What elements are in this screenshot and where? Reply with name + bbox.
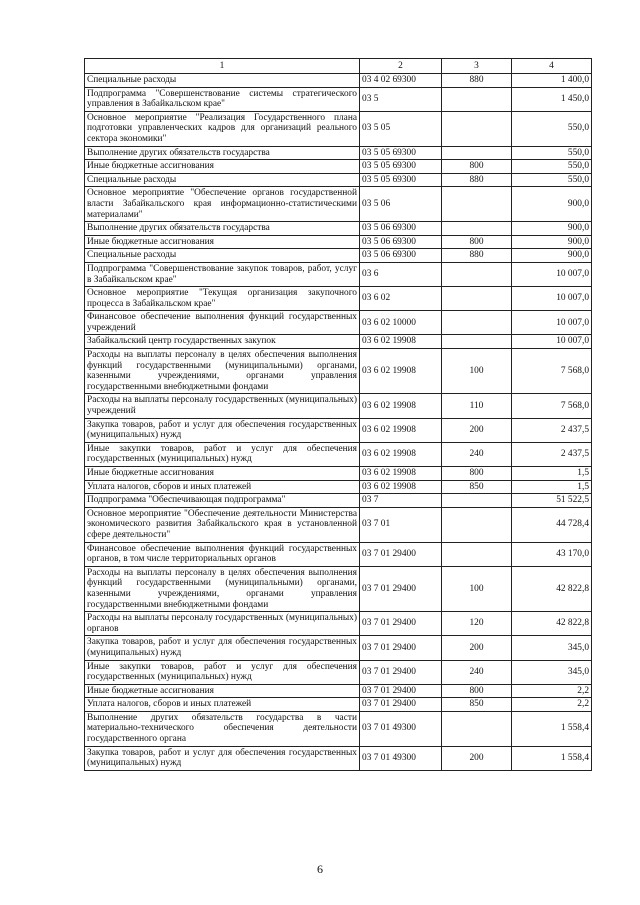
vr-cell: 100: [442, 566, 512, 611]
amount-cell: 10 007,0: [512, 311, 592, 335]
vr-cell: 880: [442, 74, 512, 88]
name-cell: Закупка товаров, работ и услуг для обеспечения государственных (муниципальных) нужд: [85, 746, 360, 770]
name-cell: Подпрограмма "Совершенствование закупок товаров, работ, услуг в Забайкальском крае": [85, 262, 360, 286]
vr-cell: 880: [442, 173, 512, 187]
name-cell: Выполнение других обязательств государства в части материально-технического обеспечения деятельности государственного органа: [85, 711, 360, 746]
header-cell-code: 2: [360, 59, 442, 74]
amount-cell: 10 007,0: [512, 262, 592, 286]
table-row: [85, 494, 592, 508]
code-cell: 03 7 01 49300: [360, 711, 442, 746]
table-row: [85, 173, 592, 187]
table-row: [85, 636, 592, 660]
vr-cell: 100: [442, 349, 512, 394]
table-row: [85, 187, 592, 222]
table-row: [85, 442, 592, 466]
vr-cell: 800: [442, 235, 512, 249]
header-cell-name: 1: [85, 59, 360, 74]
code-cell: 03 5 06: [360, 187, 442, 222]
table-row: [85, 542, 592, 566]
name-cell: Основное мероприятие "Текущая организация закупочного процесса в Забайкальском крае": [85, 287, 360, 311]
amount-cell: 43 170,0: [512, 542, 592, 566]
name-cell: Расходы на выплаты персоналу государственных (муниципальных) органов: [85, 612, 360, 636]
table-row: [85, 480, 592, 494]
amount-cell: 550,0: [512, 146, 592, 160]
table-row: [85, 746, 592, 770]
name-cell: Расходы на выплаты персоналу в целях обеспечения выполнения функций государственными (муниципальными) органами, казенными учреждениями, органами управления государственными внебюджетными фондами: [85, 349, 360, 394]
name-cell: Подпрограмма "Обеспечивающая подпрограмма": [85, 494, 360, 508]
vr-cell: 200: [442, 418, 512, 442]
document-page: [84, 58, 591, 771]
amount-cell: 1,5: [512, 467, 592, 481]
code-cell: 03 7: [360, 494, 442, 508]
vr-cell: [442, 222, 512, 236]
vr-cell: 800: [442, 467, 512, 481]
code-cell: 03 7 01 49300: [360, 746, 442, 770]
code-cell: 03 7 01 29400: [360, 636, 442, 660]
code-cell: 03 6 02 10000: [360, 311, 442, 335]
name-cell: Расходы на выплаты персоналу государственных (муниципальных) учреждений: [85, 394, 360, 418]
table-row: [85, 566, 592, 611]
vr-cell: [442, 507, 512, 542]
table-row: [85, 160, 592, 174]
amount-cell: 42 822,8: [512, 566, 592, 611]
vr-cell: 800: [442, 160, 512, 174]
name-cell: Основное мероприятие "Обеспечение деятельности Министерства экономического развития Забайкальского края в установленной сфере деятельности": [85, 507, 360, 542]
table-row: [85, 74, 592, 88]
name-cell: Иные бюджетные ассигнования: [85, 684, 360, 698]
code-cell: 03 6 02 19908: [360, 418, 442, 442]
amount-cell: 1 558,4: [512, 746, 592, 770]
amount-cell: 345,0: [512, 660, 592, 684]
table-row: [85, 394, 592, 418]
name-cell: Закупка товаров, работ и услуг для обеспечения государственных (муниципальных) нужд: [85, 418, 360, 442]
vr-cell: 240: [442, 660, 512, 684]
code-cell: 03 7 01 29400: [360, 660, 442, 684]
table-row: [85, 146, 592, 160]
code-cell: 03 6 02 19908: [360, 442, 442, 466]
name-cell: Иные закупки товаров, работ и услуг для обеспечения государственных (муниципальных) нужд: [85, 660, 360, 684]
vr-cell: [442, 311, 512, 335]
code-cell: 03 6: [360, 262, 442, 286]
vr-cell: [442, 542, 512, 566]
page-number: 6: [317, 862, 323, 876]
amount-cell: 1 450,0: [512, 87, 592, 111]
budget-table: [84, 58, 592, 771]
amount-cell: 42 822,8: [512, 612, 592, 636]
vr-cell: 850: [442, 698, 512, 712]
amount-cell: 550,0: [512, 160, 592, 174]
code-cell: 03 5 06 69300: [360, 249, 442, 263]
name-cell: Уплата налогов, сборов и иных платежей: [85, 698, 360, 712]
vr-cell: [442, 287, 512, 311]
amount-cell: 7 568,0: [512, 349, 592, 394]
table-row: [85, 262, 592, 286]
table-row: [85, 711, 592, 746]
name-cell: Уплата налогов, сборов и иных платежей: [85, 480, 360, 494]
amount-cell: 900,0: [512, 249, 592, 263]
vr-cell: 200: [442, 636, 512, 660]
name-cell: Иные бюджетные ассигнования: [85, 160, 360, 174]
name-cell: Иные бюджетные ассигнования: [85, 235, 360, 249]
amount-cell: 10 007,0: [512, 335, 592, 349]
code-cell: 03 7 01 29400: [360, 542, 442, 566]
code-cell: 03 6 02 19908: [360, 467, 442, 481]
header-cell-vr: 3: [442, 59, 512, 74]
name-cell: Выполнение других обязательств государства: [85, 222, 360, 236]
amount-cell: 51 522,5: [512, 494, 592, 508]
table-row: [85, 418, 592, 442]
name-cell: Финансовое обеспечение выполнения функций государственных органов, в том числе территориальных органов: [85, 542, 360, 566]
amount-cell: 2 437,5: [512, 442, 592, 466]
amount-cell: 1 558,4: [512, 711, 592, 746]
amount-cell: 7 568,0: [512, 394, 592, 418]
table-row: [85, 684, 592, 698]
code-cell: 03 7 01 29400: [360, 612, 442, 636]
amount-cell: 900,0: [512, 222, 592, 236]
code-cell: 03 5 05 69300: [360, 160, 442, 174]
amount-cell: 900,0: [512, 187, 592, 222]
code-cell: 03 4 02 69300: [360, 74, 442, 88]
vr-cell: 880: [442, 249, 512, 263]
table-row: [85, 349, 592, 394]
amount-cell: 2,2: [512, 684, 592, 698]
name-cell: Основное мероприятие "Реализация Государственного плана подготовки управленческих кадров для организаций реального сектора экономики": [85, 111, 360, 146]
header-cell-amount: 4: [512, 59, 592, 74]
vr-cell: [442, 711, 512, 746]
code-cell: 03 6 02: [360, 287, 442, 311]
name-cell: Специальные расходы: [85, 249, 360, 263]
code-cell: 03 5 06 69300: [360, 235, 442, 249]
table-row: [85, 467, 592, 481]
code-cell: 03 5 05: [360, 111, 442, 146]
name-cell: Забайкальский центр государственных закупок: [85, 335, 360, 349]
table-row: [85, 235, 592, 249]
name-cell: Основное мероприятие "Обеспечение органов государственной власти Забайкальского края информационно-статистическими материалами": [85, 187, 360, 222]
code-cell: 03 6 02 19908: [360, 335, 442, 349]
amount-cell: 10 007,0: [512, 287, 592, 311]
vr-cell: [442, 262, 512, 286]
code-cell: 03 7 01: [360, 507, 442, 542]
vr-cell: 120: [442, 612, 512, 636]
vr-cell: [442, 111, 512, 146]
table-row: [85, 287, 592, 311]
vr-cell: [442, 335, 512, 349]
name-cell: Расходы на выплаты персоналу в целях обеспечения выполнения функций государственными (муниципальными) органами, казенными учреждениями, органами управления государственными внебюджетными фондами: [85, 566, 360, 611]
vr-cell: [442, 187, 512, 222]
table-row: [85, 311, 592, 335]
table-row: [85, 698, 592, 712]
amount-cell: 1,5: [512, 480, 592, 494]
code-cell: 03 6 02 19908: [360, 394, 442, 418]
amount-cell: 550,0: [512, 111, 592, 146]
name-cell: Иные закупки товаров, работ и услуг для обеспечения государственных (муниципальных) нужд: [85, 442, 360, 466]
name-cell: Подпрограмма "Совершенствование системы стратегического управления в Забайкальском крае": [85, 87, 360, 111]
code-cell: 03 6 02 19908: [360, 480, 442, 494]
amount-cell: 900,0: [512, 235, 592, 249]
vr-cell: 110: [442, 394, 512, 418]
amount-cell: 550,0: [512, 173, 592, 187]
table-body: [85, 74, 592, 771]
table-row: [85, 335, 592, 349]
amount-cell: 345,0: [512, 636, 592, 660]
table-row: [85, 222, 592, 236]
amount-cell: 44 728,4: [512, 507, 592, 542]
header-row: [85, 59, 592, 74]
name-cell: Финансовое обеспечение выполнения функций государственных учреждений: [85, 311, 360, 335]
code-cell: 03 5: [360, 87, 442, 111]
vr-cell: [442, 494, 512, 508]
name-cell: Специальные расходы: [85, 74, 360, 88]
code-cell: 03 7 01 29400: [360, 698, 442, 712]
amount-cell: 2 437,5: [512, 418, 592, 442]
amount-cell: 1 400,0: [512, 74, 592, 88]
vr-cell: 200: [442, 746, 512, 770]
table-row: [85, 87, 592, 111]
vr-cell: 850: [442, 480, 512, 494]
code-cell: 03 7 01 29400: [360, 566, 442, 611]
name-cell: Иные бюджетные ассигнования: [85, 467, 360, 481]
amount-cell: 2,2: [512, 698, 592, 712]
table-row: [85, 660, 592, 684]
code-cell: 03 5 05 69300: [360, 173, 442, 187]
name-cell: Закупка товаров, работ и услуг для обеспечения государственных (муниципальных) нужд: [85, 636, 360, 660]
code-cell: 03 7 01 29400: [360, 684, 442, 698]
vr-cell: 800: [442, 684, 512, 698]
vr-cell: [442, 146, 512, 160]
table-row: [85, 507, 592, 542]
code-cell: 03 6 02 19908: [360, 349, 442, 394]
vr-cell: [442, 87, 512, 111]
name-cell: Специальные расходы: [85, 173, 360, 187]
code-cell: 03 5 05 69300: [360, 146, 442, 160]
table-row: [85, 249, 592, 263]
name-cell: Выполнение других обязательств государства: [85, 146, 360, 160]
table-row: [85, 612, 592, 636]
vr-cell: 240: [442, 442, 512, 466]
code-cell: 03 5 06 69300: [360, 222, 442, 236]
table-row: [85, 111, 592, 146]
